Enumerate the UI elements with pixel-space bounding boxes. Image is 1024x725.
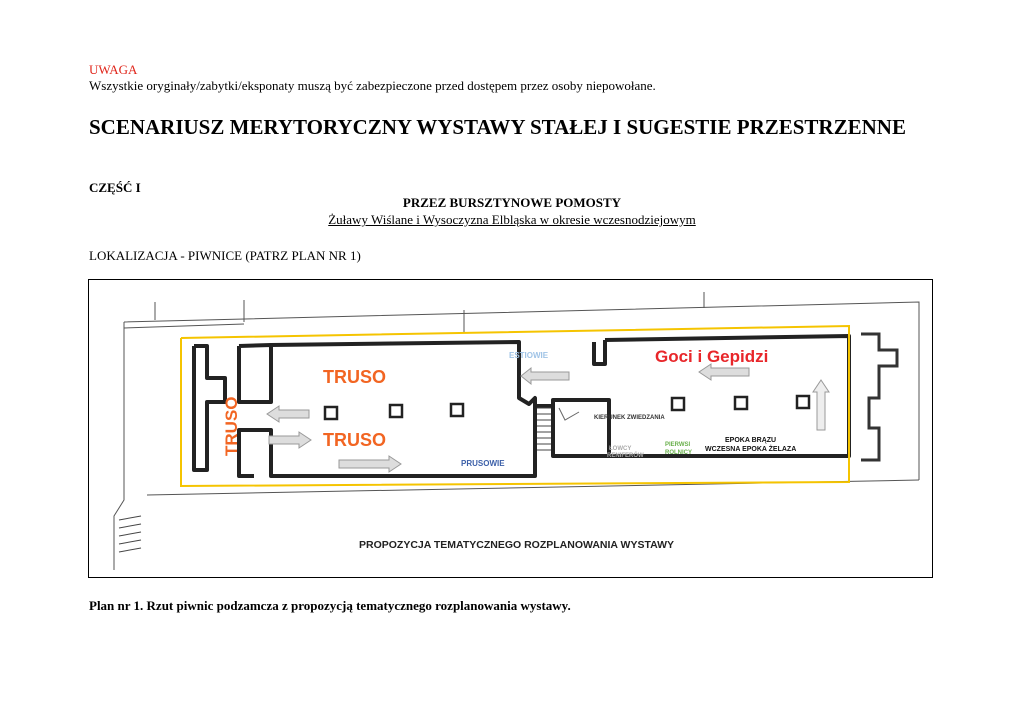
label-truso-top: TRUSO <box>323 367 386 387</box>
label-epoka-brazu: EPOKA BRĄZU <box>725 437 777 444</box>
notice-heading: UWAGA <box>89 62 138 77</box>
label-prusowie: PRUSOWIE <box>461 459 505 468</box>
right-bay <box>861 334 897 460</box>
label-lowcy-line1: ŁOWCY <box>609 446 632 452</box>
label-truso-bottom: TRUSO <box>323 430 386 450</box>
label-goci-i-gepidzi: Goci i Gepidzi <box>655 347 769 366</box>
document-title: SCENARIUSZ MERYTORYCZNY WYSTAWY STAŁEJ I SUGESTIE PRZESTRZENNE <box>89 115 906 139</box>
label-estiowie: ESTIOWIE <box>509 351 549 360</box>
label-pierwsi-line2: ROLNICY <box>665 450 692 456</box>
plan-caption: Plan nr 1. Rzut piwnic podzamcza z propozycją tematycznego rozplanowania wystawy. <box>89 598 571 613</box>
label-wczesna-epoka-zelaza: WCZESNA EPOKA ŻELAZA <box>705 446 797 453</box>
location-line: LOKALIZACJA - PIWNICE (PATRZ PLAN NR 1) <box>89 248 361 263</box>
floor-plan-drawing <box>89 280 932 577</box>
plan-bottom-title: PROPOZYCJA TEMATYCZNEGO ROZPLANOWANIA WYSTAWY <box>359 539 674 551</box>
label-kierunek-zwiedzania: KIERUNEK ZWIEDZANIA <box>594 415 665 421</box>
label-pierwsi-line1: PIERWSI <box>665 442 691 448</box>
label-lowcy-line2: RENIFERÓW <box>607 453 644 459</box>
notice-text: Wszystkie oryginały/zabytki/eksponaty muszą być zabezpieczone przed dostępem przez osoby niepowołane. <box>89 78 656 93</box>
floor-plan <box>88 279 933 578</box>
exhibition-subtitle: Żuławy Wiślane i Wysoczyzna Elbląska w okresie wczesnodziejowym <box>328 212 696 227</box>
exhibition-title: PRZEZ BURSZTYNOWE POMOSTY <box>402 195 622 210</box>
label-truso-vertical: TRUSO <box>222 396 241 456</box>
part-heading: CZĘŚĆ I <box>89 180 141 195</box>
